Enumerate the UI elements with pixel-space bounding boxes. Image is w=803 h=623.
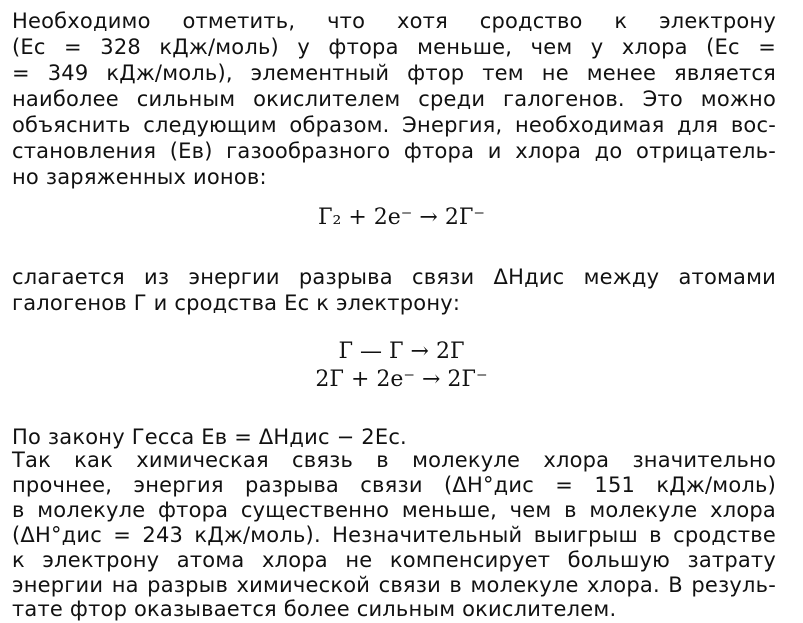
text-line: Необходимо отметить, что хотя сродство к электрону <box>12 9 776 33</box>
text-line: (ΔH°дис = 243 кДж/моль). Незначительный выигрыш в сродстве <box>12 523 776 547</box>
equation-dissociation: Г — Г → 2Г <box>338 339 465 364</box>
hess-law-line: По закону Гесса Eв = ΔHдис − 2Eс. <box>12 425 407 449</box>
text-line: объяснить следующим образом. Энергия, необходимая для вос- <box>12 113 776 137</box>
text-line: но заряженных ионов: <box>12 165 267 189</box>
text-line: становления (Eв) газообразного фтора и хлора до отрицатель- <box>12 139 776 163</box>
text-line: галогенов Г и сродства Eс к электрону: <box>12 291 461 315</box>
text-line: энергии на разрыв химической связи в молекуле хлора. В резуль- <box>12 573 776 597</box>
text-line: слагается из энергии разрыва связи ΔHдис между атомами <box>12 265 776 289</box>
text-line: к электрону атома хлора не компенсирует большую затрату <box>12 548 776 572</box>
text-line: прочнее, энергия разрыва связи (ΔH°дис = 151 кДж/моль) <box>12 473 776 497</box>
text-line: тате фтор оказывается более сильным окислителем. <box>12 597 617 621</box>
text-line: = 349 кДж/моль), элементный фтор тем не менее является <box>12 61 776 85</box>
text-line: (Eс = 328 кДж/моль) у фтора меньше, чем у хлора (Eс = <box>12 35 776 59</box>
equation-reduction: Г₂ + 2e⁻ → 2Г⁻ <box>317 205 486 230</box>
text-line: в молекуле фтора существенно меньше, чем в молекуле хлора <box>12 498 776 522</box>
text-line: Так как химическая связь в молекуле хлора значительно <box>12 448 776 472</box>
text-line: наиболее сильным окислителем среди галогенов. Это можно <box>12 87 776 111</box>
equation-ion-formation: 2Г + 2e⁻ → 2Г⁻ <box>315 367 488 392</box>
